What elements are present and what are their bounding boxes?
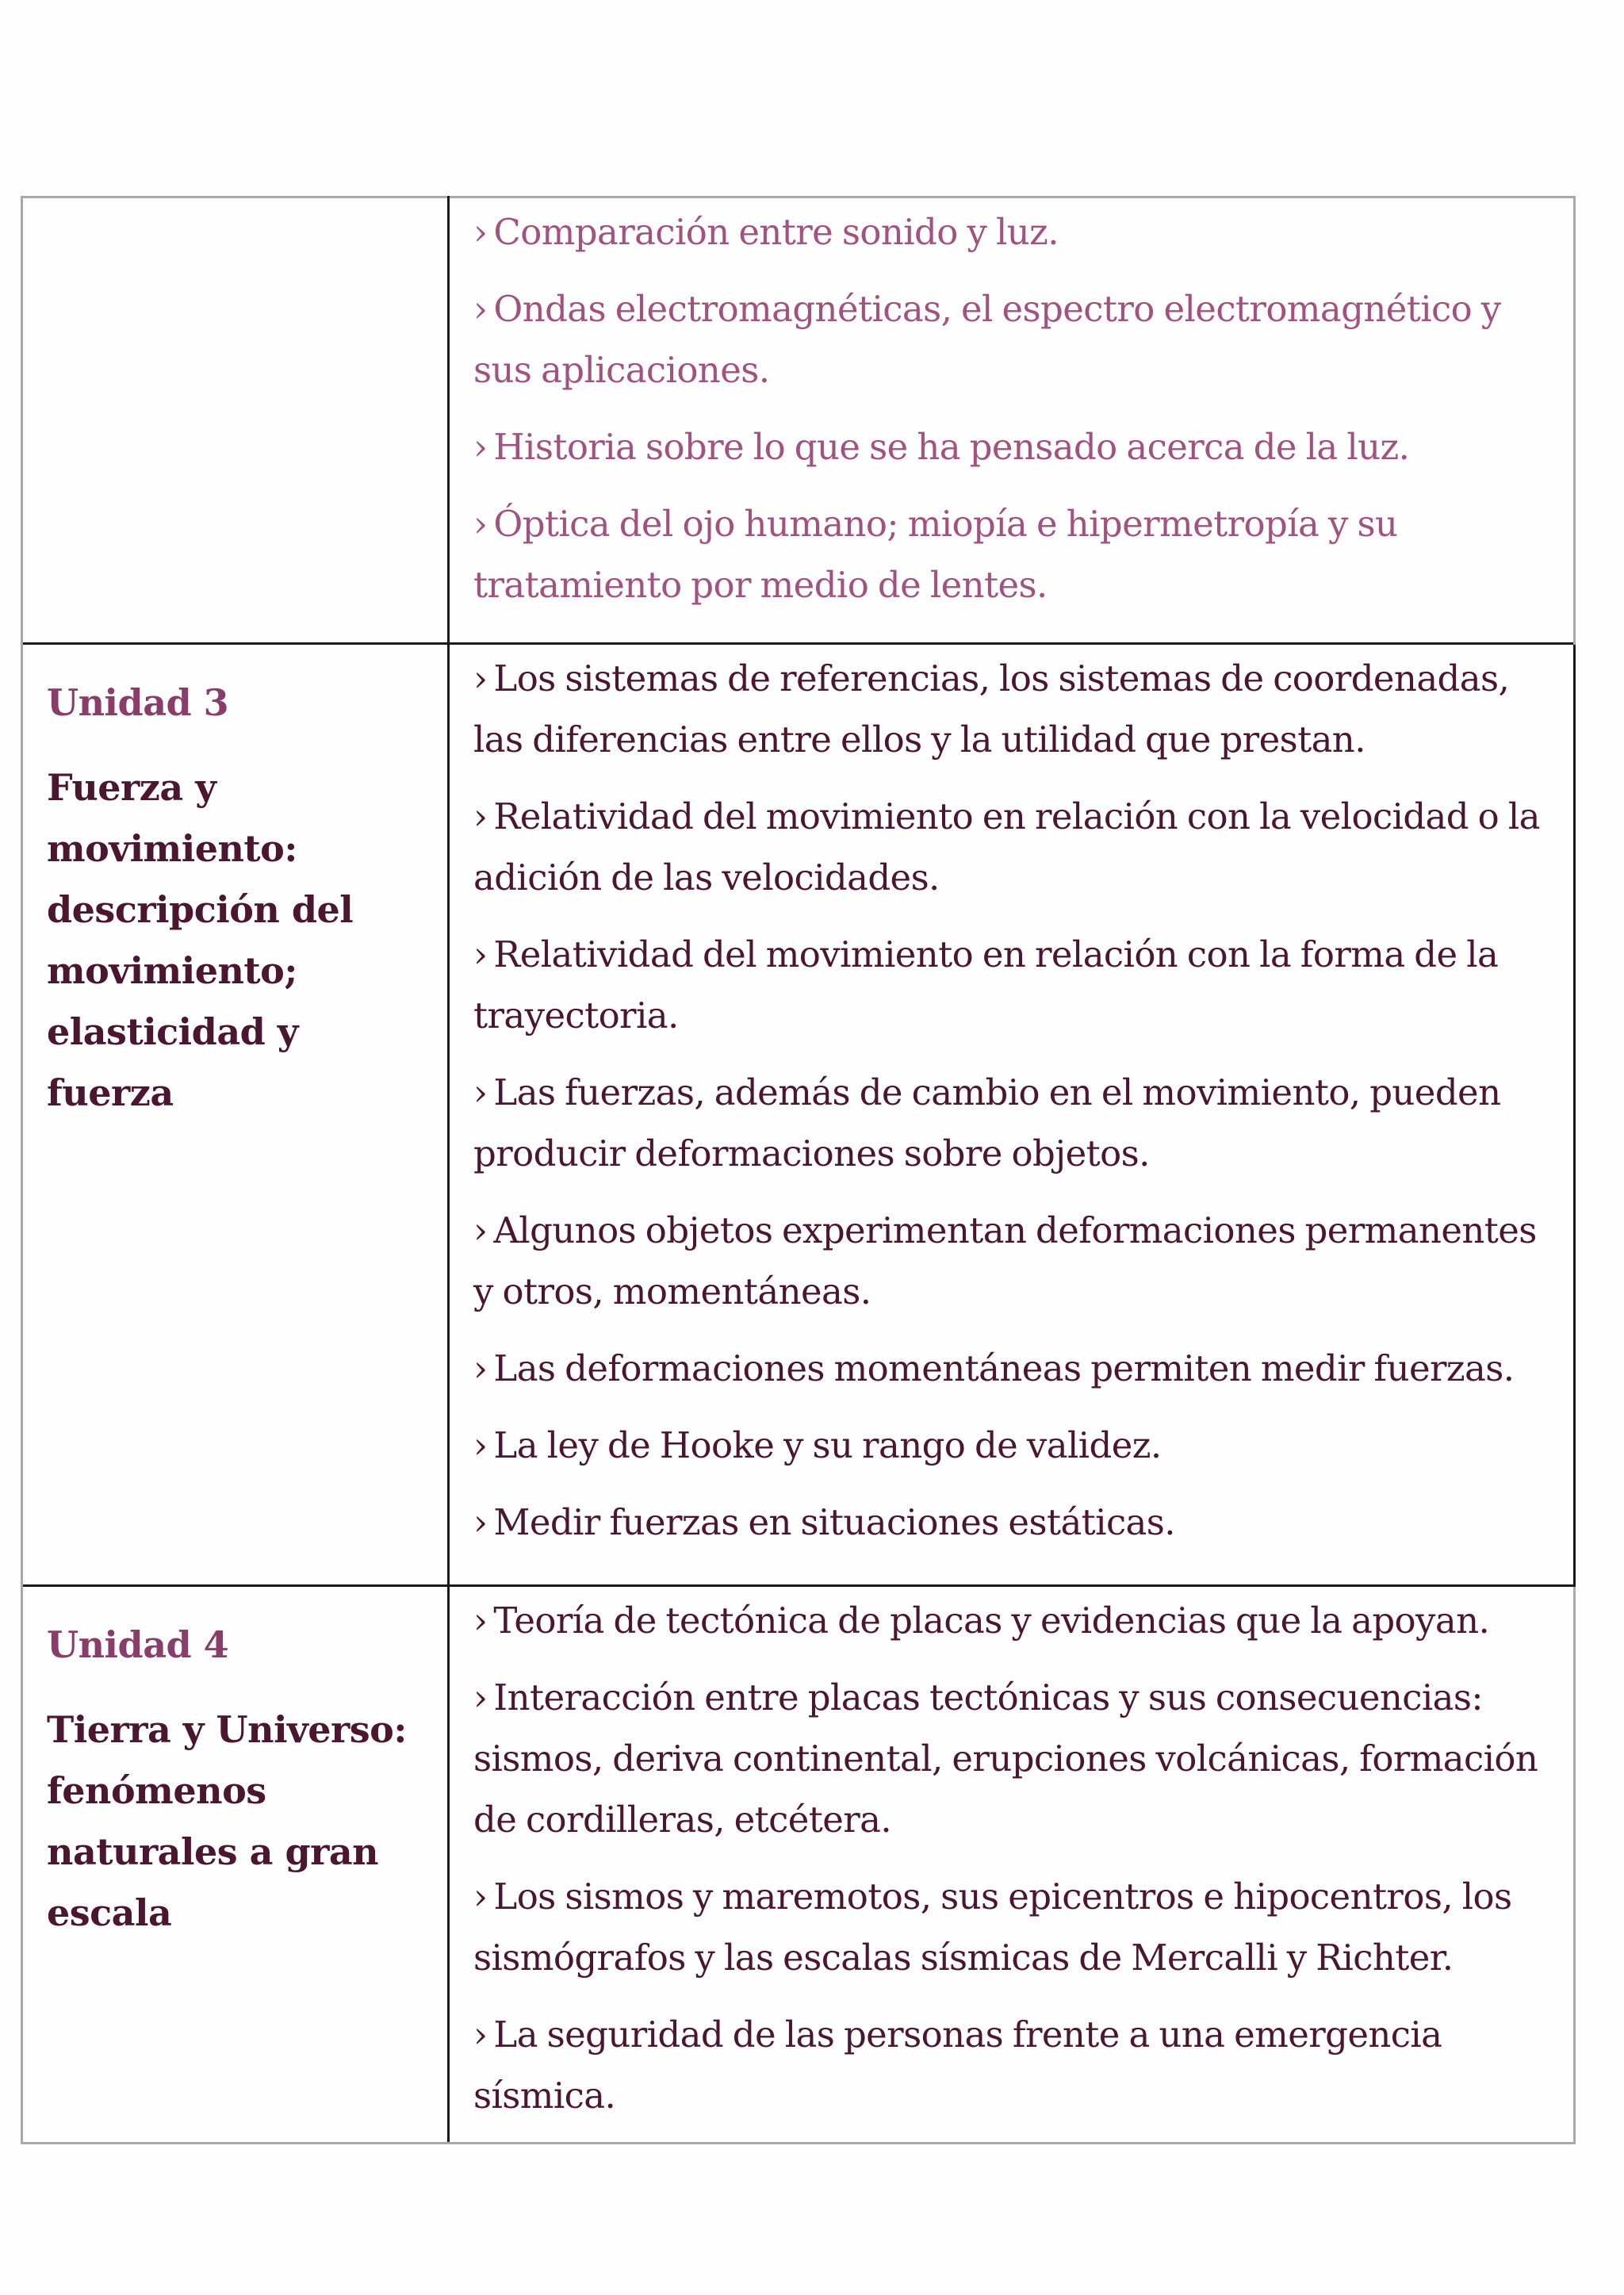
table-row <box>22 644 1575 1586</box>
table-row <box>22 197 1575 644</box>
content-cell <box>449 644 1575 1586</box>
unit-label: Unidad 3 <box>47 681 229 724</box>
list-item: › Comparación entre sonido y luz. <box>473 211 1059 253</box>
list-item: › Relatividad del movimiento en relación con la forma de la trayectoria. <box>473 933 1499 1036</box>
chevron-right-icon: › <box>473 1676 488 1718</box>
list-item: › Relatividad del movimiento en relación con la velocidad o la adición de las velocidades. <box>473 795 1540 898</box>
unit-label: Unidad 4 <box>47 1623 229 1666</box>
chevron-right-icon: › <box>473 1209 488 1251</box>
chevron-right-icon: › <box>473 503 488 545</box>
content-cell <box>449 197 1575 644</box>
list-item: › Ondas electromagnéticas, el espectro electromagnético y sus aplicaciones. <box>473 288 1501 391</box>
list-item: › Algunos objetos experimentan deformaciones permanentes y otros, momentáneas. <box>473 1209 1537 1312</box>
list-item: › La seguridad de las personas frente a una emergencia sísmica. <box>473 2013 1442 2117</box>
list-item: › Historia sobre lo que se ha pensado acerca de la luz. <box>473 426 1410 468</box>
chevron-right-icon: › <box>473 1424 488 1466</box>
chevron-right-icon: › <box>473 1501 488 1543</box>
chevron-right-icon: › <box>473 426 488 468</box>
chevron-right-icon: › <box>473 933 488 975</box>
chevron-right-icon: › <box>473 795 488 837</box>
list-item: › Óptica del ojo humano; miopía e hipermetropía y su tratamiento por medio de lentes. <box>473 503 1398 606</box>
list-item: › Interacción entre placas tectónicas y sus consecuencias: sismos, deriva continental, erupciones volcánicas, formación de cordilleras, etcétera. <box>473 1676 1538 1841</box>
table-row <box>22 1586 1575 2144</box>
unit-cell <box>22 197 449 644</box>
unit-title: Fuerza y movimiento: descripción del movimiento; elasticidad y fuerza <box>47 766 354 1114</box>
chevron-right-icon: › <box>473 1071 488 1113</box>
unit-title: Tierra y Universo: fenómenos naturales a gran escala <box>47 1708 407 1934</box>
list-item: › Los sistemas de referencias, los sistemas de coordenadas, las diferencias entre ellos y la utilidad que prestan. <box>473 657 1510 761</box>
list-item: › Las deformaciones momentáneas permiten medir fuerzas. <box>473 1347 1515 1389</box>
content-cell <box>449 1586 1575 2144</box>
chevron-right-icon: › <box>473 288 488 330</box>
chevron-right-icon: › <box>473 1347 488 1389</box>
list-item: › Teoría de tectónica de placas y evidencias que la apoyan. <box>473 1600 1490 1642</box>
chevron-right-icon: › <box>473 1875 488 1918</box>
chevron-right-icon: › <box>473 211 488 253</box>
list-item: › Las fuerzas, además de cambio en el movimiento, pueden producir deformaciones sobre objetos. <box>473 1071 1501 1174</box>
curriculum-table <box>21 196 1576 2144</box>
list-item: › Medir fuerzas en situaciones estáticas. <box>473 1501 1175 1543</box>
list-item: › La ley de Hooke y su rango de validez. <box>473 1424 1162 1466</box>
unit-cell <box>22 644 449 1586</box>
chevron-right-icon: › <box>473 2013 488 2056</box>
unit-cell <box>22 1586 449 2144</box>
chevron-right-icon: › <box>473 657 488 699</box>
list-item: › Los sismos y maremotos, sus epicentros e hipocentros, los sismógrafos y las escalas sísmicas de Mercalli y Richter. <box>473 1875 1512 1979</box>
chevron-right-icon: › <box>473 1600 488 1642</box>
